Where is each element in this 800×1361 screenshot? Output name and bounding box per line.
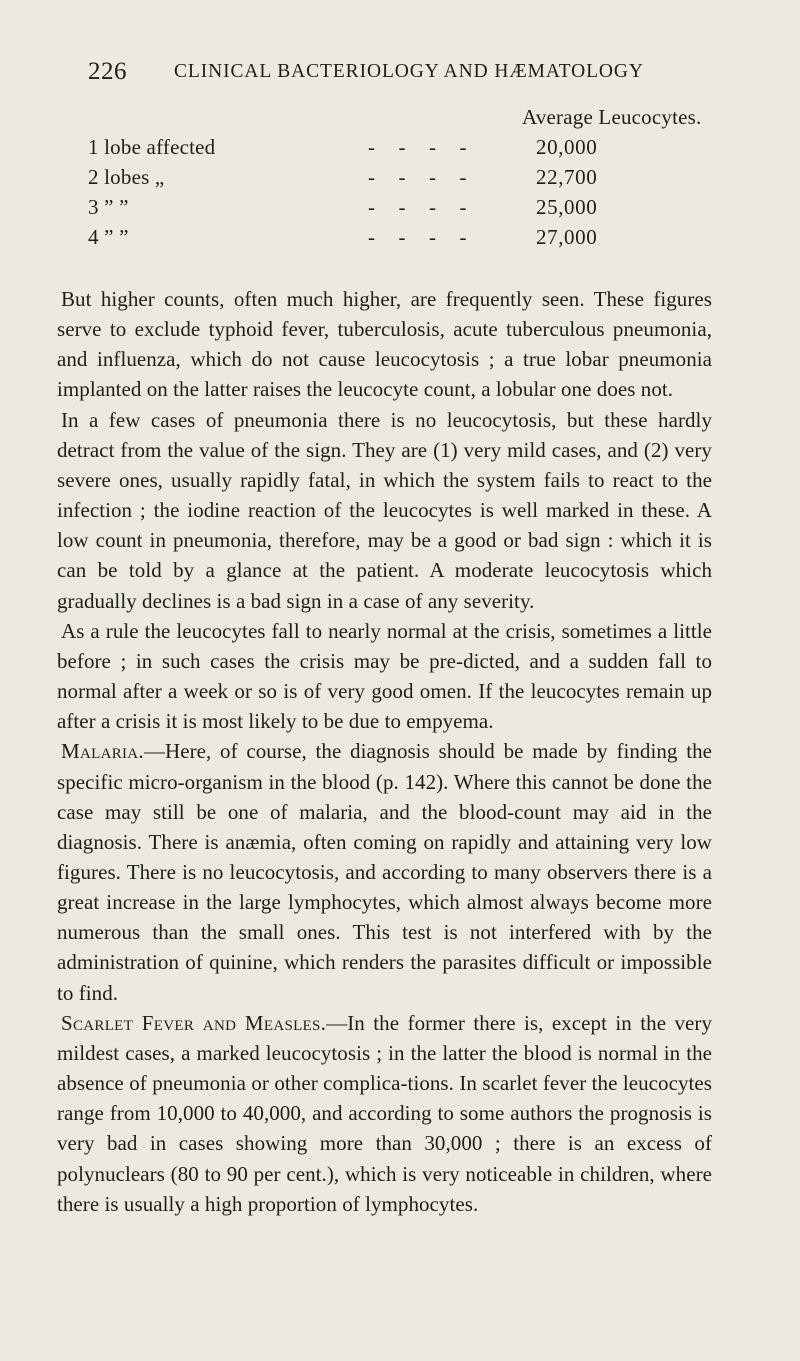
paragraph-text: But higher counts, often much higher, are frequently seen. These figures serve to exclude typhoid fever, tuberculosis, acute tuberculous pneumonia, and influenza, which do not cause leucocytosis ; a true lobar pneumonia implanted on the latter raises the leucocyte count, a lobular one does not. xyxy=(57,287,712,402)
row-label: 3 ” ” xyxy=(88,195,129,219)
section-heading-scarlet-fever: Scarlet Fever and Measles. xyxy=(61,1010,327,1035)
leucocyte-table xyxy=(88,105,716,280)
row-label: 4 ” ” xyxy=(88,225,129,249)
row-value: 25,000 xyxy=(536,195,598,219)
row-leader-dashes: - - - - xyxy=(368,135,467,159)
row-value: 27,000 xyxy=(536,225,598,249)
paragraph-text: In a few cases of pneumonia there is no leucocytosis, but these hardly detract from the value of the sign. They are (1) very mild cases, and (2) very severe ones, usually rapidly fatal, in which the system fails to react to the infection ; the iodine reaction of the leucocytes is well marked in these. A low count in pneumonia, therefore, may be a good or bad sign : which it is can be told by a glance at the patient. A moderate leucocytosis which gradually declines is a bad sign in a case of any severity. xyxy=(57,407,712,613)
row-leader-dashes: - - - - xyxy=(368,225,467,249)
row-label: 2 lobes „ xyxy=(88,165,165,189)
running-title: CLINICAL BACTERIOLOGY AND HÆMATOLOGY xyxy=(174,61,644,82)
paragraph xyxy=(57,284,712,405)
row-label: 1 lobe affected xyxy=(88,135,216,159)
row-value: 22,700 xyxy=(536,165,598,189)
body-text xyxy=(57,284,712,1219)
paragraph-text: —Here, of course, the diagnosis should be made by finding the specific micro-organism in the blood (p. 142). Where this cannot be done the case may still be one of malaria, and the blood-count may aid in the diagnosis. There is anæmia, often coming on rapidly and attaining very low figures. There is no leucocytosis, and according to many observers there is a great increase in the large lymphocytes, which almost always become more numerous than the small ones. This test is not interfered with by the administration of quinine, which renders the parasites difficult or impossible to find. xyxy=(57,739,712,1005)
paragraph-text: —In the former there is, except in the very mildest cases, a marked leucocytosis ; in the latter the blood is normal in the absence of pneumonia or other complica-tions. In scarlet fever the leucocytes range from 10,000 to 40,000, and according to some authors the prognosis is very bad in cases showing more than 30,000 ; there is an excess of polynuclears (80 to 90 per cent.), which is very noticeable in children, where there is usually a high proportion of lymphocytes. xyxy=(57,1010,713,1216)
page-header xyxy=(88,58,712,88)
table-row xyxy=(88,225,716,255)
paragraph xyxy=(57,405,712,616)
paragraph xyxy=(57,616,712,737)
row-leader-dashes: - - - - xyxy=(368,195,467,219)
page-number: 226 xyxy=(88,58,127,85)
paragraph-text: As a rule the leucocytes fall to nearly normal at the crisis, sometimes a little before ; in such cases the crisis may be pre-dicted, and a sudden fall to normal after a week or so is of very good omen. If the leucocytes remain up after a crisis it is most likely to be due to empyema. xyxy=(57,618,712,734)
paragraph xyxy=(57,736,712,1007)
table-row xyxy=(88,165,716,195)
row-value: 20,000 xyxy=(536,135,598,159)
table-row xyxy=(88,135,716,165)
table-column-header: Average Leucocytes. xyxy=(522,105,702,129)
table-row xyxy=(88,195,716,225)
section-heading-malaria: Malaria. xyxy=(61,739,144,764)
row-leader-dashes: - - - - xyxy=(368,165,467,189)
paragraph xyxy=(57,1008,712,1219)
